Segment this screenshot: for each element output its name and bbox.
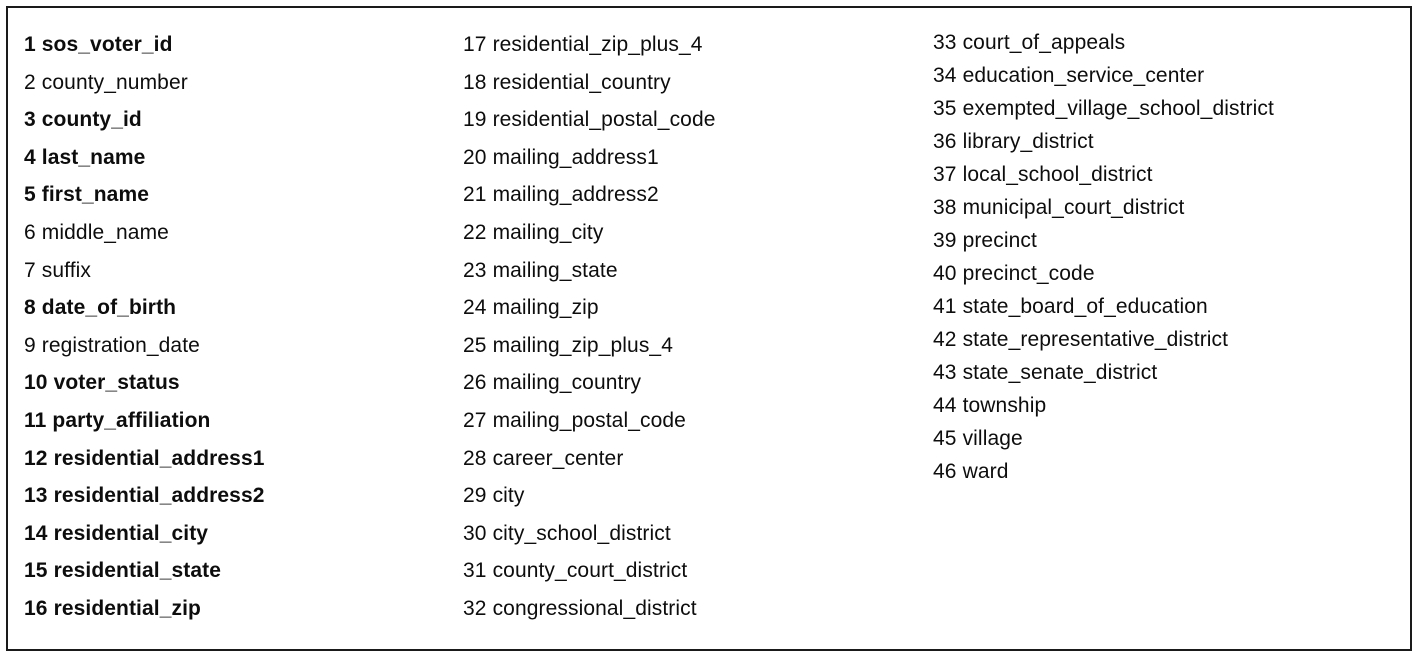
field-item — [463, 552, 933, 590]
field-item — [463, 289, 933, 327]
field-label: residential_address2 — [53, 484, 265, 508]
field-number: 32 — [463, 596, 487, 620]
field-number: 13 — [24, 484, 48, 508]
field-label: suffix — [41, 258, 92, 282]
field-label: village — [962, 427, 1023, 450]
field-label: residential_zip_plus_4 — [492, 33, 703, 56]
field-label: mailing_address2 — [492, 183, 659, 207]
field-label: career_center — [492, 446, 624, 470]
field-number: 33 — [933, 31, 957, 54]
field-label: registration_date — [41, 333, 200, 357]
field-label: precinct_code — [962, 262, 1095, 285]
field-label: county_number — [41, 70, 188, 94]
field-number: 25 — [463, 333, 487, 357]
field-list-columns — [8, 8, 1410, 649]
field-item — [24, 26, 463, 64]
field-label: mailing_address1 — [492, 145, 659, 169]
field-item — [24, 101, 463, 139]
field-item — [24, 364, 463, 402]
field-item — [24, 176, 463, 214]
field-number: 6 — [24, 220, 36, 244]
field-label: party_affiliation — [52, 408, 211, 432]
field-item — [463, 176, 933, 214]
field-label: city_school_district — [492, 521, 671, 545]
field-number: 29 — [463, 484, 487, 508]
field-item — [933, 356, 1403, 389]
field-item — [933, 158, 1403, 191]
field-label: mailing_country — [492, 371, 642, 395]
field-label: mailing_zip_plus_4 — [492, 333, 673, 357]
field-item — [24, 327, 463, 365]
field-number: 2 — [24, 70, 36, 94]
field-number: 24 — [463, 296, 487, 320]
field-number: 39 — [933, 229, 957, 252]
field-number: 34 — [933, 64, 957, 87]
field-item — [933, 125, 1403, 158]
field-number: 27 — [463, 408, 487, 432]
field-label: local_school_district — [962, 163, 1153, 186]
field-label: precinct — [962, 229, 1037, 252]
field-number: 37 — [933, 163, 957, 186]
field-label: middle_name — [41, 220, 169, 244]
field-number: 21 — [463, 183, 487, 207]
field-label: education_service_center — [962, 64, 1205, 87]
field-number: 43 — [933, 361, 957, 384]
field-number: 12 — [24, 446, 48, 470]
field-item — [933, 92, 1403, 125]
field-label: library_district — [962, 130, 1094, 153]
field-number: 7 — [24, 258, 36, 282]
field-item — [463, 402, 933, 440]
field-item — [933, 191, 1403, 224]
field-number: 31 — [463, 559, 487, 583]
field-item — [463, 515, 933, 553]
field-number: 18 — [463, 70, 487, 94]
field-number: 11 — [24, 408, 47, 432]
field-label: state_representative_district — [962, 328, 1229, 351]
field-number: 23 — [463, 258, 487, 282]
field-label: congressional_district — [492, 596, 697, 620]
field-number: 5 — [24, 183, 36, 207]
field-item — [24, 214, 463, 252]
field-item — [24, 477, 463, 515]
field-item — [463, 139, 933, 177]
field-label: mailing_state — [492, 258, 618, 282]
field-item — [463, 590, 933, 628]
column-2 — [463, 26, 933, 628]
field-label: residential_country — [492, 70, 671, 94]
field-item — [933, 455, 1403, 488]
field-number: 38 — [933, 196, 957, 219]
field-number: 8 — [24, 296, 36, 320]
field-number: 46 — [933, 460, 957, 483]
field-label: exempted_village_school_district — [962, 97, 1274, 120]
field-label: state_board_of_education — [962, 295, 1208, 318]
field-label: residential_postal_code — [492, 108, 716, 132]
field-number: 35 — [933, 97, 957, 120]
field-label: sos_voter_id — [41, 33, 173, 56]
field-number: 45 — [933, 427, 957, 450]
field-number: 15 — [24, 559, 48, 583]
field-label: mailing_city — [492, 220, 604, 244]
field-label: township — [962, 394, 1047, 417]
field-item — [463, 64, 933, 102]
field-label: municipal_court_district — [962, 196, 1185, 219]
field-label: residential_city — [53, 521, 209, 545]
field-label: residential_state — [53, 559, 222, 583]
field-item — [933, 224, 1403, 257]
field-label: mailing_zip — [492, 296, 599, 320]
field-number: 40 — [933, 262, 957, 285]
field-number: 4 — [24, 145, 36, 169]
field-number: 44 — [933, 394, 957, 417]
field-item — [24, 289, 463, 327]
field-number: 20 — [463, 145, 487, 169]
field-number: 9 — [24, 333, 36, 357]
field-number: 28 — [463, 446, 487, 470]
field-number: 41 — [933, 295, 957, 318]
field-label: voter_status — [53, 371, 180, 395]
column-1 — [8, 26, 463, 628]
field-item — [24, 515, 463, 553]
field-number: 10 — [24, 371, 48, 395]
field-label: county_court_district — [492, 559, 688, 583]
field-number: 1 — [24, 33, 36, 56]
field-item — [933, 26, 1403, 59]
field-item — [463, 252, 933, 290]
field-number: 16 — [24, 596, 48, 620]
field-number: 30 — [463, 521, 487, 545]
field-label: county_id — [41, 108, 142, 132]
field-item — [24, 440, 463, 478]
field-number: 14 — [24, 521, 48, 545]
field-label: residential_address1 — [53, 446, 265, 470]
field-item — [24, 64, 463, 102]
field-item — [463, 26, 933, 64]
field-number: 3 — [24, 108, 36, 132]
field-item — [24, 139, 463, 177]
field-number: 22 — [463, 220, 487, 244]
field-list-box — [6, 6, 1412, 651]
field-item — [24, 590, 463, 628]
field-item — [463, 364, 933, 402]
field-label: first_name — [41, 183, 149, 207]
field-item — [24, 252, 463, 290]
field-item — [933, 290, 1403, 323]
field-item — [24, 402, 463, 440]
field-number: 17 — [463, 33, 487, 56]
field-item — [933, 389, 1403, 422]
field-label: last_name — [41, 145, 146, 169]
field-label: ward — [962, 460, 1009, 483]
field-item — [463, 440, 933, 478]
column-3 — [933, 26, 1403, 488]
field-item — [463, 214, 933, 252]
field-item — [933, 59, 1403, 92]
field-label: residential_zip — [53, 596, 201, 620]
field-label: date_of_birth — [41, 296, 177, 320]
field-number: 42 — [933, 328, 957, 351]
field-item — [933, 422, 1403, 455]
field-item — [463, 101, 933, 139]
field-item — [24, 552, 463, 590]
field-label: state_senate_district — [962, 361, 1158, 384]
field-item — [463, 327, 933, 365]
field-label: court_of_appeals — [962, 31, 1126, 54]
field-label: mailing_postal_code — [492, 408, 686, 432]
field-label: city — [492, 484, 525, 508]
field-number: 26 — [463, 371, 487, 395]
field-item — [463, 477, 933, 515]
field-number: 19 — [463, 108, 487, 132]
field-item — [933, 323, 1403, 356]
field-number: 36 — [933, 130, 957, 153]
field-item — [933, 257, 1403, 290]
